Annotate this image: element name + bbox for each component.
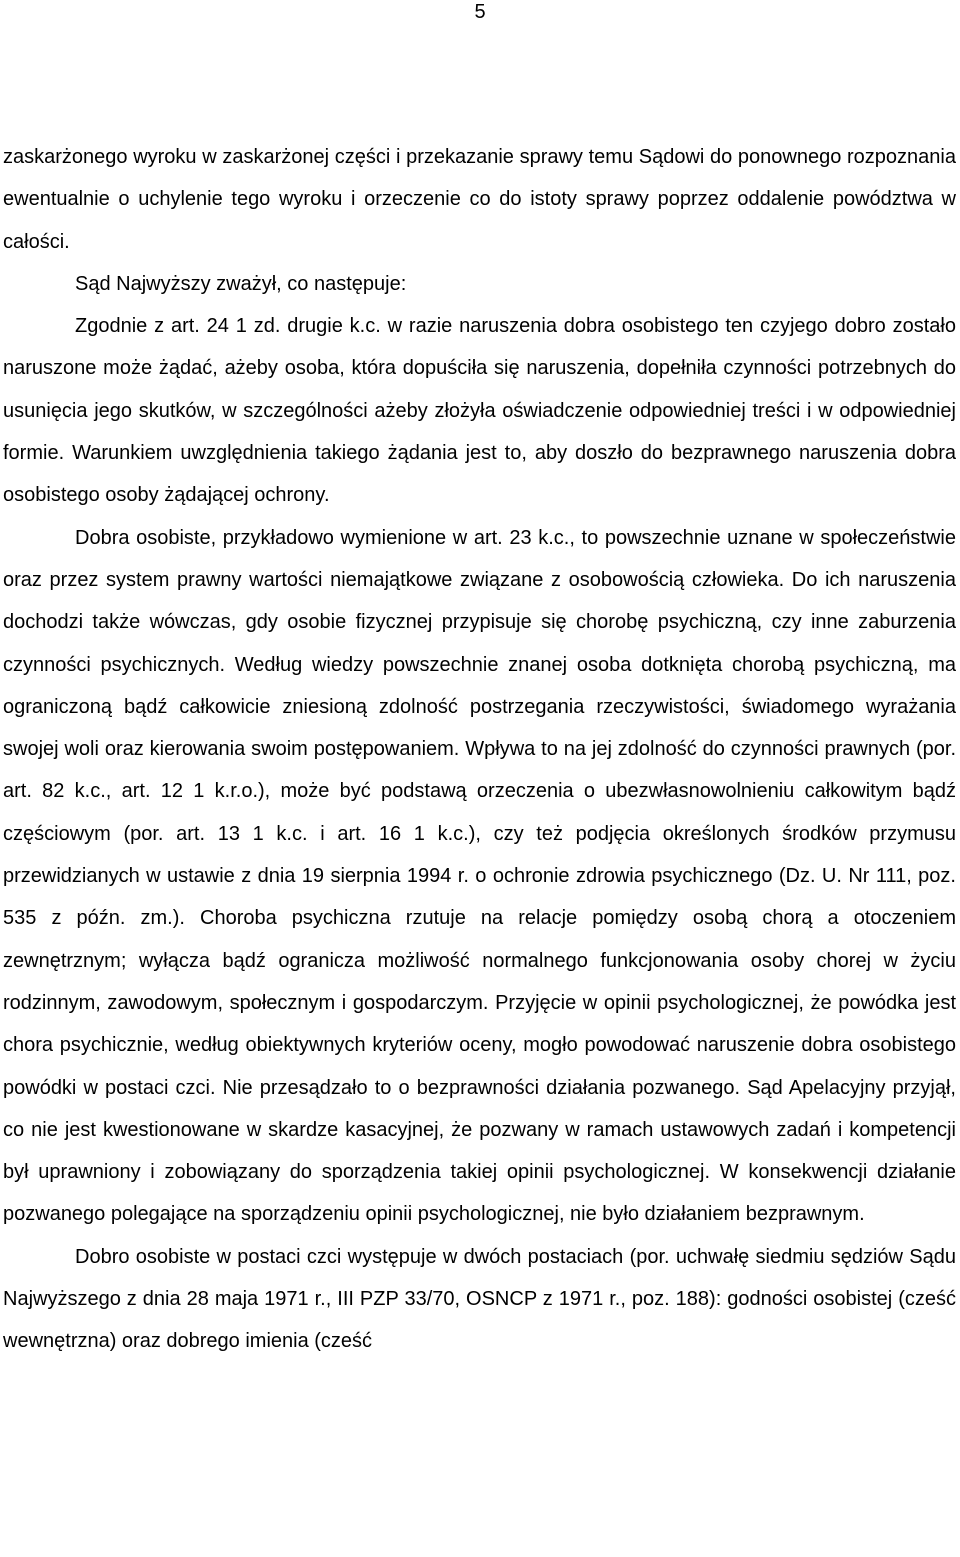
paragraph: Sąd Najwyższy zważył, co następuje: [75,272,407,295]
document-body [3,136,956,1363]
paragraph: Dobro osobiste w postaci czci występuje w dwóch postaciach (por. uchwałę siedmiu sędziów Sądu Najwyższego z dnia 28 maja 1971 r., III PZP 33/70, OSNCP z 1971 r., poz. 188): godności osobistej (cześć wewnętrzna) oraz dobrego imienia (cześć [3,1245,956,1353]
paragraph: Dobra osobiste, przykładowo wymienione w art. 23 k.c., to powszechnie uznane w społeczeństwie oraz przez system prawny wartości niemajątkowe związane z osobowością człowieka. Do ich naruszenia dochodzi także wówczas, gdy osobie fizycznej przypisuje się chorobę psychiczną, czy inne zaburzenia czynności psychicznych. Według wiedzy powszechnie znanej osoba dotknięta chorobą psychiczną, ma ograniczoną bądź całkowicie zniesioną zdolność postrzegania rzeczywistości, świadomego wyrażania swojej woli oraz kierowania swoim postępowaniem. Wpływa to na jej zdolność do czynności prawnych (por. art. 82 k.c., art. 12 1 k.r.o.), może być podstawą orzeczenia o ubezwłasnowolnieniu całkowitym bądź częściowym (por. art. 13 1 k.c. i art. 16 1 k.c.), czy też podjęcia określonych środków przymusu przewidzianych w ustawie z dnia 19 sierpnia 1994 r. o ochronie zdrowia psychicznego (Dz. U. Nr 111, poz. 535 z późn. zm.). Choroba psychiczna rzutuje na relacje pomiędzy osobą chorą a otoczeniem zewnętrznym; wyłącza bądź ogranicza możliwość normalnego funkcjonowania osoby chorej w życiu rodzinnym, zawodowym, społecznym i gospodarczym. Przyjęcie w opinii psychologicznej, że powódka jest chora psychicznie, według obiektywnych kryteriów oceny, mogło powodować naruszenie dobra osobistego powódki w postaci czci. Nie przesądzało to o bezprawności działania pozwanego. Sąd Apelacyjny przyjął, co nie jest kwestionowane w skardze kasacyjnej, że pozwany w ramach ustawowych zadań i kompetencji był uprawniony i zobowiązany do sporządzenia takiej opinii psychologicznej. W konsekwencji działanie pozwanego polegające na sporządzeniu opinii psychologicznej, nie było działaniem bezprawnym. [3,526,956,1226]
paragraph: Zgodnie z art. 24 1 zd. drugie k.c. w razie naruszenia dobra osobistego ten czyjego dobro zostało naruszone może żądać, ażeby osoba, która dopuściła się naruszenia, dopełniła czynności potrzebnych do usunięcia jego skutków, w szczególności ażeby złożyła oświadczenie odpowiedniej treści i w odpowiedniej formie. Warunkiem uwzględnienia takiego żądania jest to, aby doszło do bezprawnego naruszenia dobra osobistego osoby żądającej ochrony. [3,315,956,507]
paragraph: zaskarżonego wyroku w zaskarżonej części i przekazanie sprawy temu Sądowi do ponownego rozpoznania ewentualnie o uchylenie tego wyroku i orzeczenie co do istoty sprawy poprzez oddalenie powództwa w całości. [3,146,956,253]
page-number: 5 [474,1,486,23]
